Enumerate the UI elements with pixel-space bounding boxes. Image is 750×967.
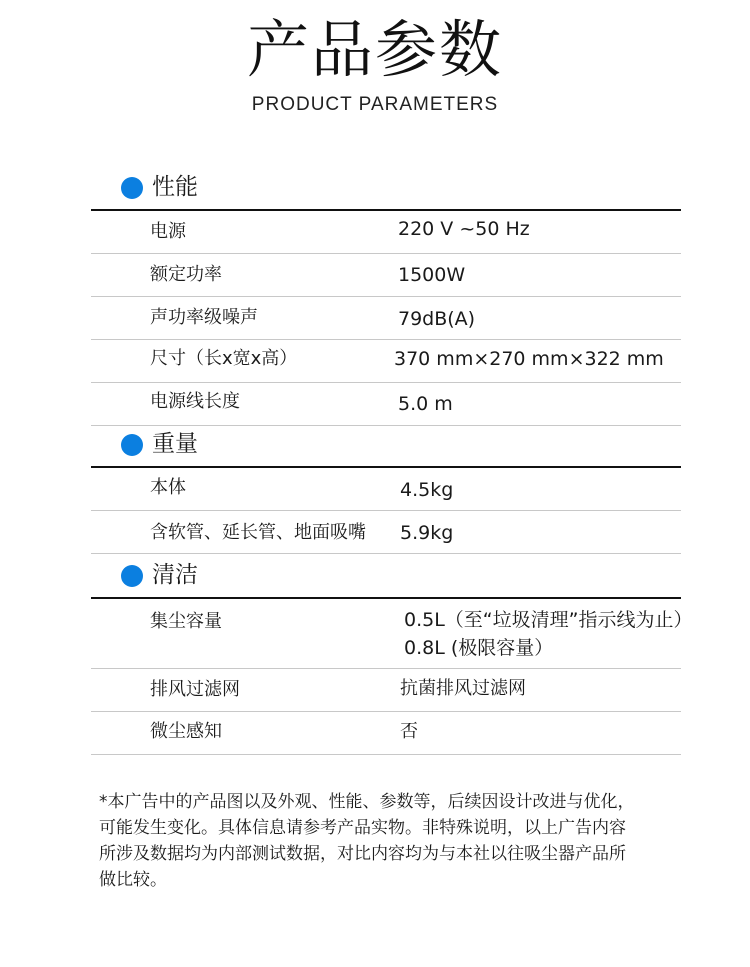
section-header bbox=[91, 171, 681, 211]
spec-value: 220 V ~50 Hz bbox=[398, 218, 530, 240]
section-title: 清洁 bbox=[152, 562, 198, 588]
spec-value: 5.9kg bbox=[400, 522, 454, 544]
spec-value: 5.0 m bbox=[398, 393, 453, 415]
spec-value: 370 mm×270 mm×322 mm bbox=[394, 348, 664, 370]
spec-label: 排风过滤网 bbox=[150, 679, 240, 700]
spec-row bbox=[91, 712, 681, 755]
section-header bbox=[91, 559, 681, 599]
spec-row bbox=[91, 669, 681, 712]
page-subtitle: PRODUCT PARAMETERS bbox=[251, 94, 499, 115]
spec-row bbox=[91, 254, 681, 297]
footnote-line: 做比较。 bbox=[99, 870, 167, 890]
spec-label: 电源线长度 bbox=[150, 391, 240, 412]
spec-label: 微尘感知 bbox=[150, 721, 222, 742]
spec-label: 声功率级噪声 bbox=[150, 307, 258, 328]
footnote-line: *本广告中的产品图以及外观、性能、参数等，后续因设计改进与优化， bbox=[99, 792, 635, 812]
spec-label: 额定功率 bbox=[150, 264, 222, 285]
section-header bbox=[91, 428, 681, 468]
footnote-line: 所涉及数据均为内部测试数据，对比内容均为与本社以往吸尘器产品所 bbox=[99, 844, 626, 864]
spec-value: 抗菌排风过滤网 bbox=[400, 678, 526, 699]
spec-value: 79dB(A) bbox=[398, 308, 476, 330]
bullet-dot-icon bbox=[121, 565, 143, 587]
page-title: 产品参数 bbox=[246, 13, 503, 86]
spec-row bbox=[91, 340, 681, 383]
spec-label: 含软管、延长管、地面吸嘴 bbox=[150, 522, 366, 543]
spec-value: 4.5kg bbox=[400, 479, 454, 501]
spec-label: 本体 bbox=[150, 477, 186, 498]
section-cleaning bbox=[91, 559, 693, 755]
spec-row bbox=[91, 511, 681, 554]
spec-value: 0.5L（至“垃圾清理”指示线为止） bbox=[404, 609, 693, 631]
footnote bbox=[99, 789, 679, 893]
spec-label: 集尘容量 bbox=[150, 611, 222, 632]
spec-value: 否 bbox=[400, 721, 418, 742]
section-title: 重量 bbox=[152, 431, 198, 457]
spec-row bbox=[91, 297, 681, 340]
section-weight bbox=[91, 428, 681, 554]
spec-value-secondary: 0.8L (极限容量） bbox=[404, 637, 554, 659]
footnote-line: 可能发生变化。具体信息请参考产品实物。非特殊说明，以上广告内容 bbox=[99, 818, 626, 838]
bullet-dot-icon bbox=[121, 177, 143, 199]
spec-label: 电源 bbox=[150, 221, 186, 242]
bullet-dot-icon bbox=[121, 434, 143, 456]
spec-row bbox=[91, 468, 681, 511]
spec-row bbox=[91, 383, 681, 426]
spec-value: 1500W bbox=[398, 264, 466, 286]
spec-label: 尺寸（长x宽x高） bbox=[150, 348, 298, 369]
section-title: 性能 bbox=[152, 174, 198, 200]
spec-row bbox=[91, 211, 681, 254]
section-performance bbox=[91, 171, 681, 426]
spec-row bbox=[91, 599, 693, 669]
